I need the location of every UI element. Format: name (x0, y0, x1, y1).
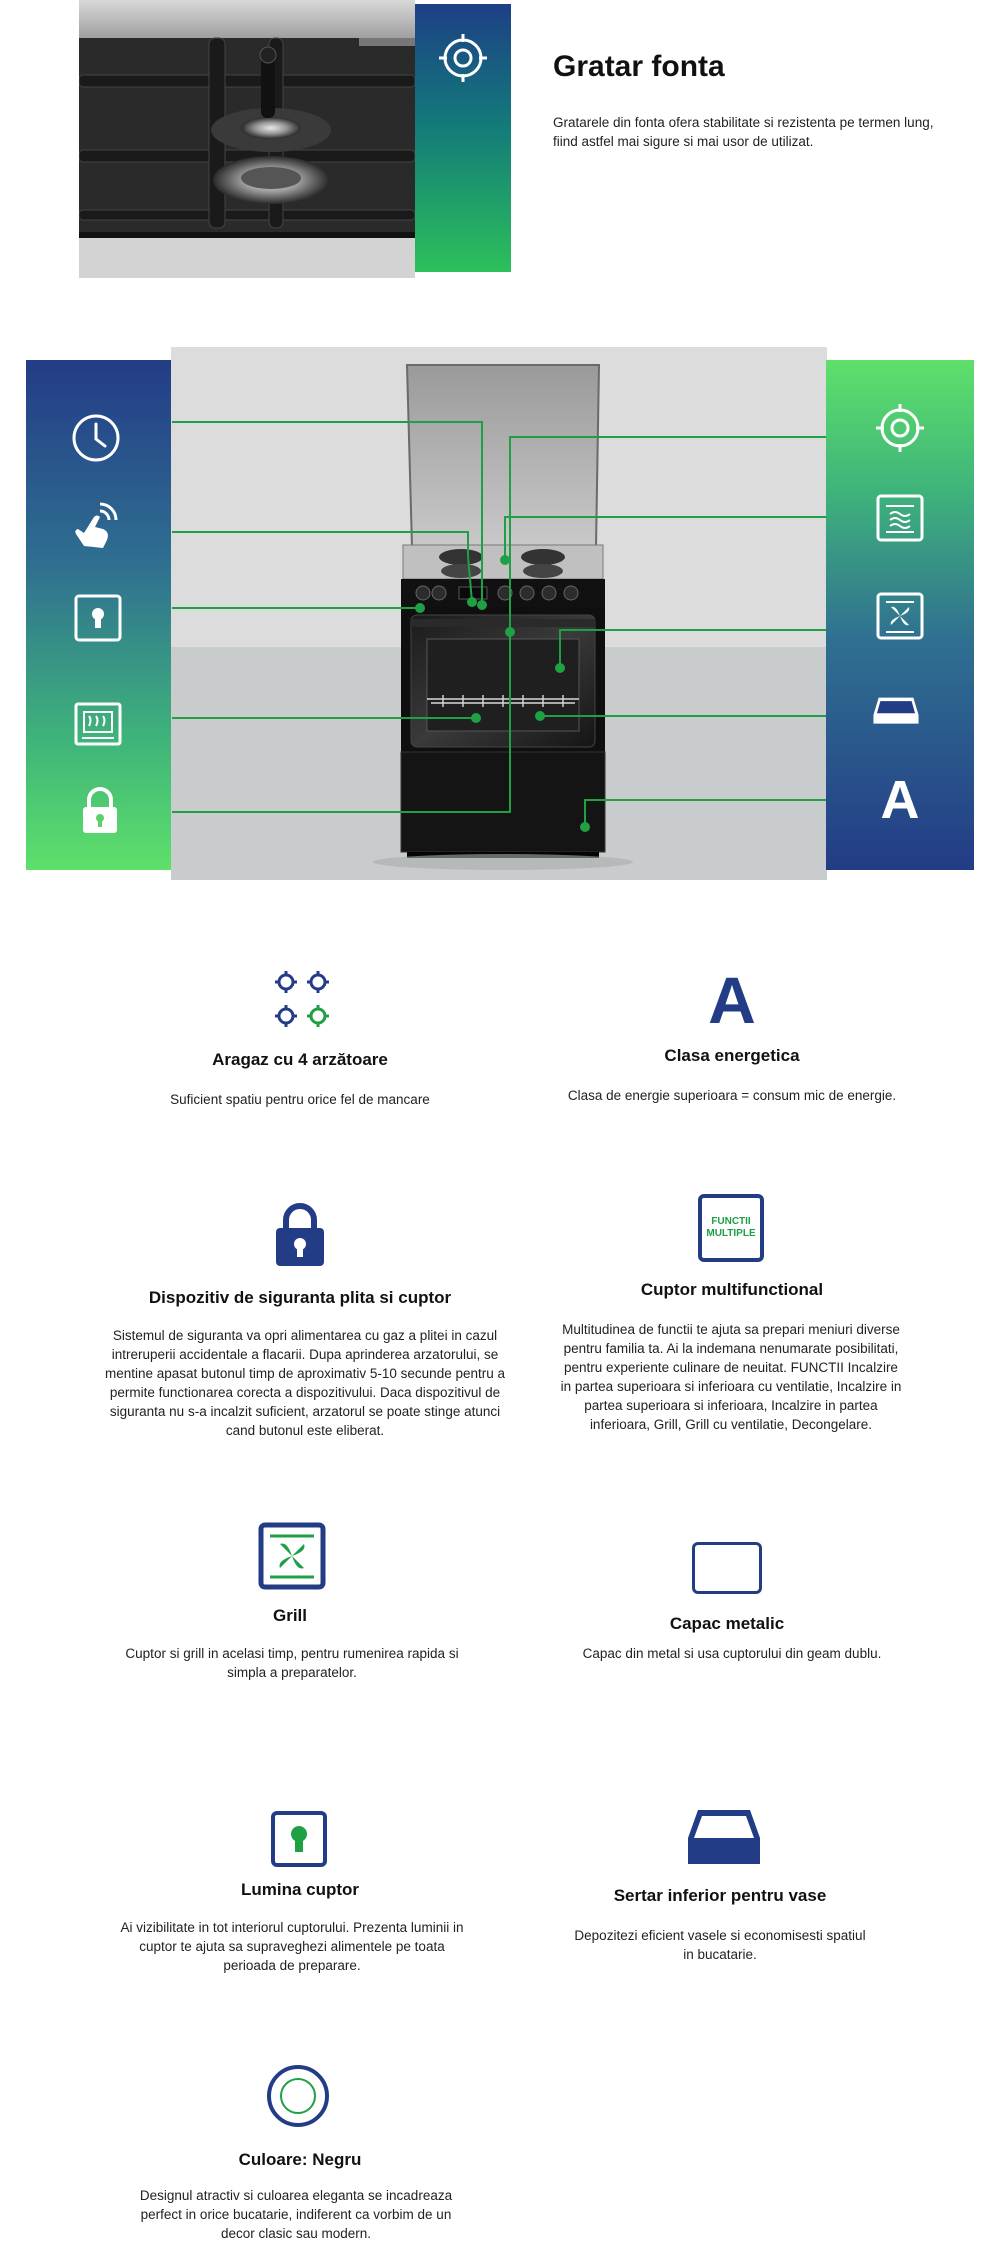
badge-line-2: MULTIPLE (706, 1228, 756, 1239)
energy-class-a-icon: A (708, 963, 756, 1037)
oven-light-icon (270, 1810, 328, 1868)
bottom-drawer-icon (684, 1806, 764, 1868)
fan-grill-icon (258, 1522, 326, 1590)
energy-description: Clasa de energie superioara = consum mic de energie. (567, 1088, 897, 1103)
color-swatch-icon (266, 2064, 330, 2128)
safety-title: Dispozitiv de siguranta plita si cuptor (148, 1288, 452, 1307)
padlock-icon (272, 1200, 328, 1268)
badge-line-1: FUNCTII (711, 1216, 751, 1227)
burner-crosshair-icon (437, 32, 489, 84)
left-features-band (26, 360, 172, 870)
grill-heating-icon (72, 698, 124, 750)
padlock-icon (74, 785, 126, 837)
fan-grill-icon (874, 590, 926, 642)
color-description: Designul atractiv si culoarea eleganta se incadreaza perfect in orice bucatarie, indiferent ca vorbim de un decor clasic sau modern. (139, 2188, 453, 2241)
drawer-icon (870, 682, 922, 734)
drawer-title: Sertar inferior pentru vase (613, 1886, 827, 1905)
hotplate-grate-photo (79, 0, 415, 278)
lid-description: Capac din metal si usa cuptorului din geam dublu. (582, 1646, 882, 1661)
cast-iron-grate-illustration (79, 0, 415, 278)
gas-cooker-illustration (171, 347, 827, 880)
hero-accent-band (415, 4, 511, 272)
multifunction-description: Multitudinea de functii te ajuta sa prepari meniuri diverse pentru familia ta. Ai la indemana nenumarate posibilitati, pentru experiente culinare de neuitat. FUNCTII Incalzire in partea superioara si inferioara cu ventilatie, Incalzire in partea superioara si inferioara, Incalzire in partea inferioara, Grill, Grill cu ventilatie, Decongelare. (560, 1322, 902, 1432)
four-burners-icon (270, 970, 334, 1034)
grill-title: Grill (272, 1606, 307, 1625)
heat-waves-icon (874, 492, 926, 544)
color-title: Culoare: Negru (238, 2150, 362, 2169)
metal-lid-icon (692, 1542, 762, 1594)
safety-description: Sistemul de siguranta va opri alimentarea cu gaz a plitei in cazul intreruperii accidentale a flacarii. Dupa aprinderea arzatorului, se mentine apasat butonul timp de aproximativ 5-10 secunde pentru a permite functionarea corecta a dispozitivului. Daca dispozitivul de siguranta nu s-a incalzit suficient, arzatorul se poate stinge atunci cand butonul este eliberat. (105, 1328, 505, 1438)
burner-crosshair-icon (874, 402, 926, 454)
light-title: Lumina cuptor (240, 1880, 360, 1899)
drawer-description: Depozitezi eficient vasele si economisesti spatiul in bucatarie. (574, 1928, 866, 1962)
light-description: Ai vizibilitate in tot interiorul cuptorului. Prezenta luminii in cuptor te ajuta sa supraveghezi alimentele pe toata perioada de preparare. (120, 1920, 464, 1973)
right-features-band (826, 360, 974, 870)
multiple-functions-badge-icon (698, 1194, 764, 1262)
energy-title: Clasa energetica (664, 1046, 800, 1065)
cooker-scene (171, 347, 827, 880)
hero-description: Gratarele din fonta ofera stabilitate si rezistenta pe termen lung, fiind astfel mai sigure si mai usor de utilizat. (553, 115, 934, 149)
grill-description: Cuptor si grill in acelasi timp, pentru rumenirea rapida si simpla a preparatelor. (125, 1646, 459, 1680)
lid-title: Capac metalic (669, 1614, 785, 1633)
clock-icon (70, 412, 122, 464)
oven-light-icon (72, 592, 124, 644)
hero-title: Gratar fonta (553, 50, 725, 83)
burners-description: Suficient spatiu pentru orice fel de mancare (170, 1092, 430, 1107)
burners-title: Aragaz cu 4 arzătoare (212, 1050, 388, 1069)
touch-hand-icon (70, 500, 122, 552)
multifunction-title: Cuptor multifunctional (640, 1280, 824, 1299)
energy-class-a-icon: A (880, 770, 920, 830)
